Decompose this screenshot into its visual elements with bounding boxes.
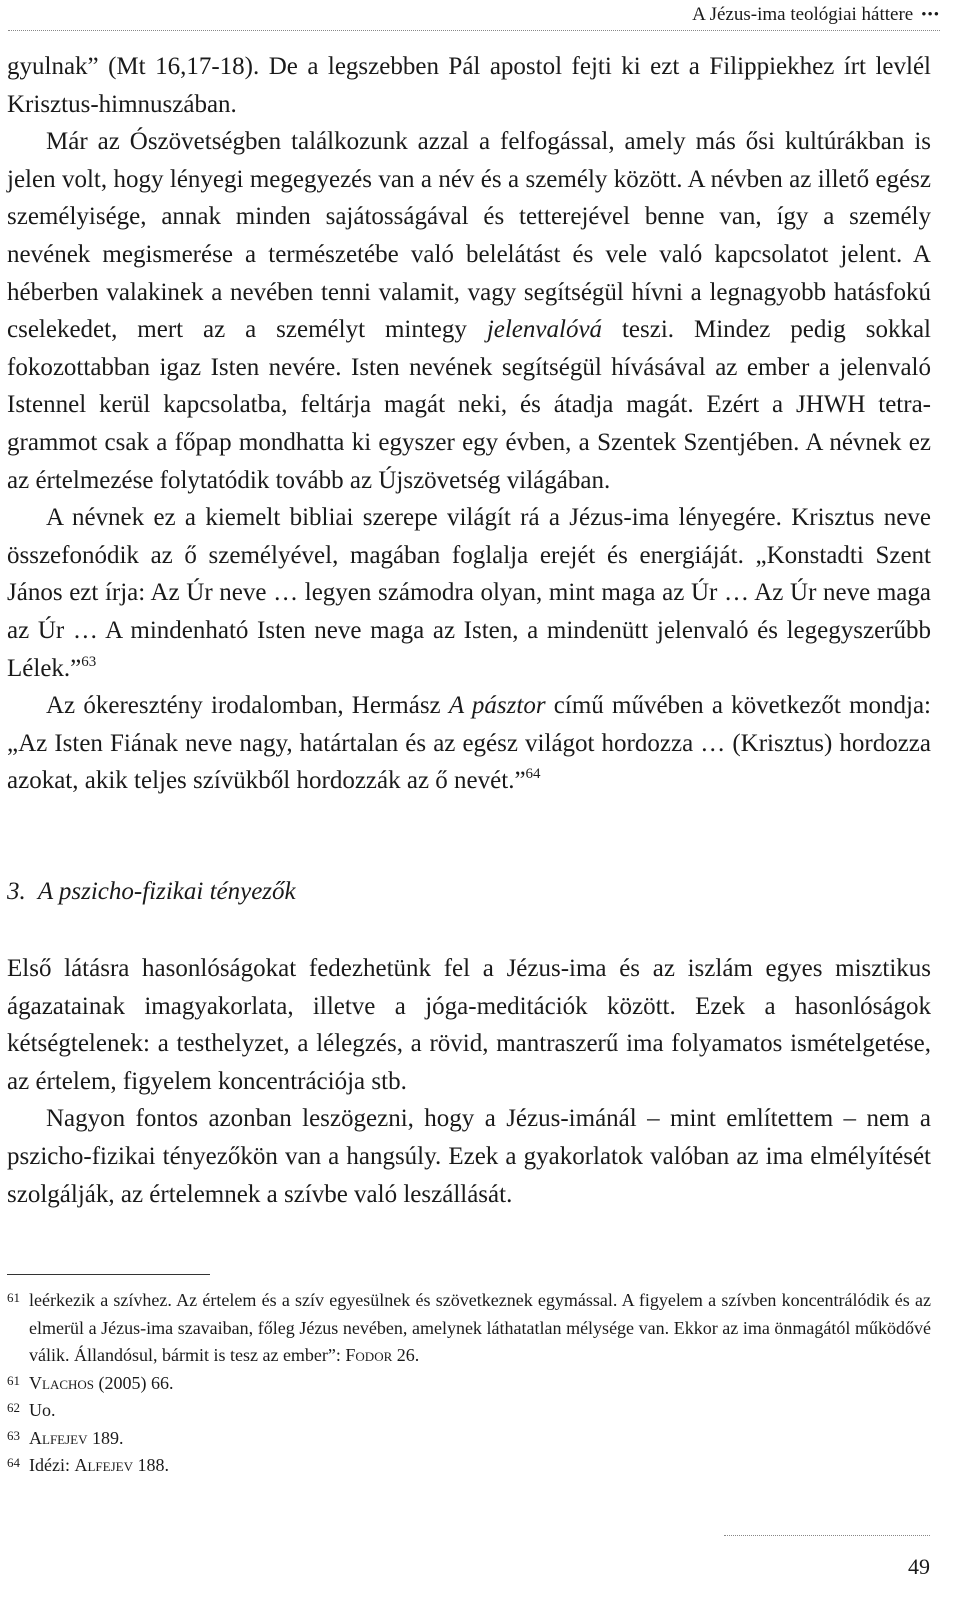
ornament-dots: ••• <box>921 6 940 23</box>
footnote-ref-64: 64 <box>525 766 541 783</box>
paragraph-3: A névnek ez a kiemelt bibliai szerepe világít rá a Jézus-ima lényegére. Krisztus neve összefonódik az ő személyével, magában foglalja erejét és energiáját. „Konstadti Szent János ezt írja: Az Úr neve … legyen számodra olyan, mint maga az Úr … Az Úr neve maga az Úr … A mindenható Isten neve maga az Isten, a mindenütt jelenvaló és legegyszerűbb Lélek.”$^{63}$ <box>7 504 931 682</box>
paragraph-1: gyulnak” (Mt 16,17-18). De a legszebben Pál apostol fejti ki ezt a Filippiekhez írt levlél Krisztus-himnuszában. <box>7 53 931 118</box>
page-number: 49 <box>724 1535 930 1580</box>
footnotes <box>7 1287 931 1480</box>
footnote-item: 64 Idézi: Alfejev 188. <box>7 1455 169 1475</box>
running-title: A Jézus-ima teológiai háttere <box>692 4 914 25</box>
section-text <box>7 950 931 1213</box>
paragraph-6: Nagyon fontos azonban leszögezni, hogy a Jézus-imánál – mint említettem – nem a pszicho-fizikai tényezőkön van a hangsúly. Ezek a gyakorlatok valóban az ima elmélyítését szolgálják, az értelemnek a szívbe való leszállását. <box>7 1105 931 1208</box>
footnote-item: 61 Vlachos (2005) 66. <box>7 1372 174 1393</box>
paragraph-2: Már az Ószövetségben találkozunk azzal a felfogással, amely más ősi kultúrákban is jelen volt, hogy lényegi megegyezés van a név és a személy között. A névben az illető egész személyisége, annak minden sajátosságával és tetterejével benne van, így a személy nevének megismerése a természetébe való belelátást és vele való kapcsolatot jelent. A héberben valakinek a nevében tenni valamit, vagy segítségül hívni a legnagyobb hatásfokú cselekedet, mert az a személyt mintegy jelenvalóvá teszi. Mindez pedig sokkal fokozottabban igaz Isten nevére. Isten nevének segítségül hívásával az ember a jelenvaló Istennel kerül kapcsolatba, feltárja magát neki, és átadja magát. Ezért a JHWH tetragrammot csak a főpap mondhatta ki egyszer egy évben, a Szentek Szentjében. A névnek ez az értelmezése folytatódik tovább az Újszövetség világában. <box>7 128 931 494</box>
footnote-item: 62 Uo. <box>7 1400 56 1420</box>
footnote-rule <box>7 1274 210 1275</box>
footnote-item: 63 Alfejev 189. <box>7 1427 124 1448</box>
section-heading <box>7 878 296 906</box>
footnote-ref-63: 63 <box>81 653 97 670</box>
main-text <box>7 48 931 800</box>
running-header <box>8 0 940 31</box>
paragraph-4: Az ókeresztény irodalomban, Hermász A pásztor című művében a következőt mondja: „Az Isten Fiának neve nagy, határtalan és az egész világot hordozza … (Krisztus) hordozza azokat, akik teljes szívükből hordozzák az ő nevét.”$^{64}$ <box>7 692 932 795</box>
section-title: A pszicho-fizikai tényezők <box>37 878 296 905</box>
section-number: 3. <box>7 878 26 905</box>
footnote-item: 61 leérkezik a szívhez. Az értelem és a szív egyesülnek és szövetkeznek egymással. A figyelem a szívben koncentrálódik és az elmerül a Jézus-ima szavaiban, főleg Jézus nevében, amelynek láthatatlan mélysége van. Ekkor az ima önmagától működővé válik. Állandósul, bármit is tesz az ember”: Fodor 26. <box>7 1290 931 1365</box>
paragraph-5: Első látásra hasonlóságokat fedezhetünk fel a Jézus-ima és az iszlám egyes misztikus ágazatainak imagyakorlata, illetve a jóga-meditációk között. Ezek a hasonlóságok kétségtelenek: a testhelyzet, a lélegzés, a rövid, mantraszerű ima folyamatos ismételgetése, az értelem, figyelem koncentrációja stb. <box>7 955 931 1095</box>
